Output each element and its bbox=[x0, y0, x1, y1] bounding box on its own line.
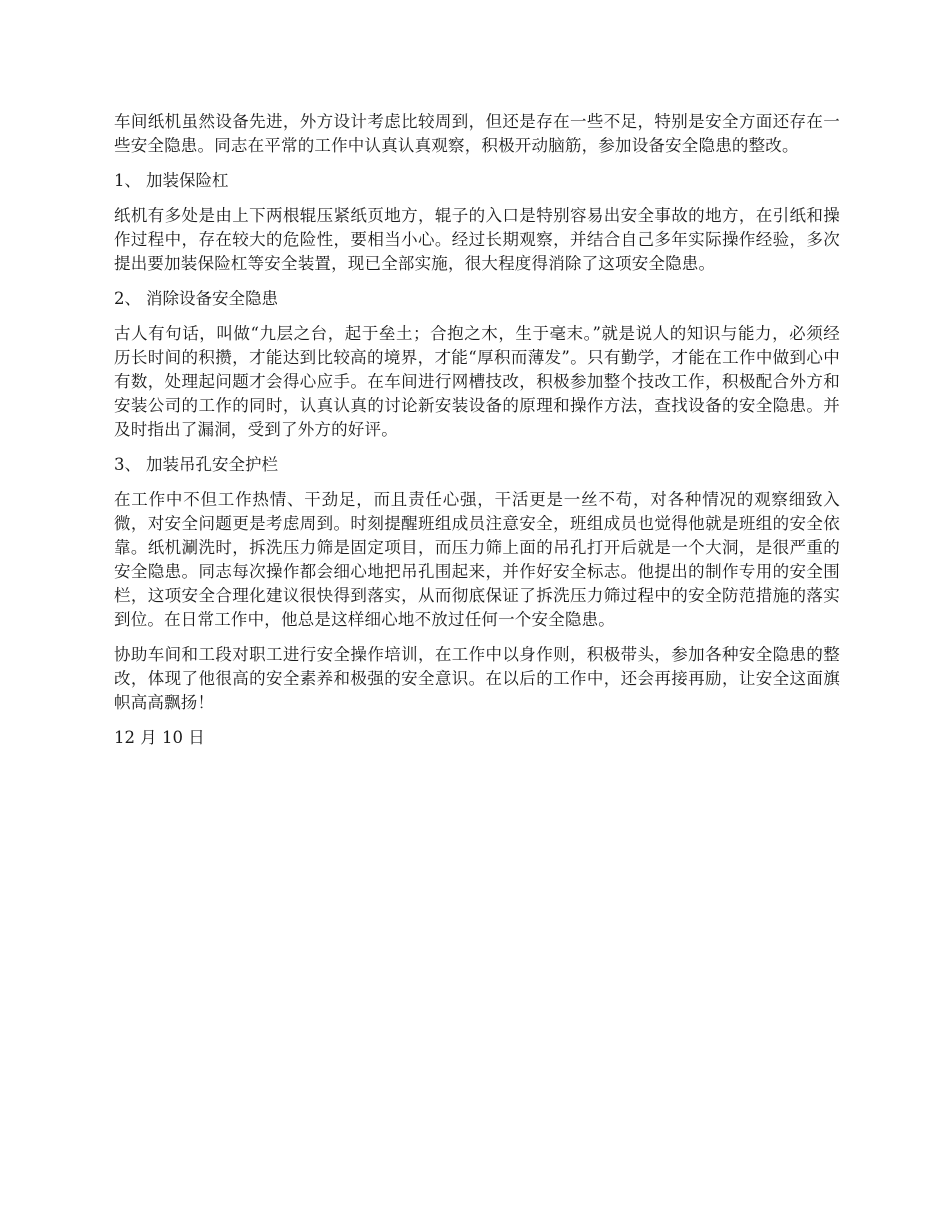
section-1-body: 纸机有多处是由上下两根辊压紧纸页地方，辊子的入口是特别容易出安全事故的地方，在引纸和操作过程中，存在较大的危险性，要相当小心。经过长期观察，并结合自己多年实际操作经验，多次提出要加装保险杠等安全装置，现已全部实施，很大程度得消除了这项安全隐患。 bbox=[114, 206, 840, 273]
section-2-number: 2、 bbox=[114, 289, 141, 308]
document-page bbox=[114, 110, 840, 750]
section-2-title: 消除设备安全隐患 bbox=[146, 289, 278, 308]
closing-paragraph: 协助车间和工段对职工进行安全操作培训，在工作中以身作则，积极带头，参加各种安全隐患的整改，体现了他很高的安全素养和极强的安全意识。在以后的工作中，还会再接再励，让安全这面旗帜高高飘扬！ bbox=[114, 645, 840, 712]
section-3-title: 加装吊孔安全护栏 bbox=[146, 455, 278, 474]
section-1-heading bbox=[114, 169, 840, 193]
section-2-heading bbox=[114, 287, 840, 311]
section-3-body: 在工作中不但工作热情、干劲足，而且责任心强，干活更是一丝不苟，对各种情况的观察细致入微，对安全问题更是考虑周到。时刻提醒班组成员注意安全，班组成员也觉得他就是班组的安全依靠。纸机涮洗时，拆洗压力筛是固定项目，而压力筛上面的吊孔打开后就是一个大洞，是很严重的安全隐患。同志每次操作都会细心地把吊孔围起来，并作好安全标志。他提出的制作专用的安全围栏，这项安全合理化建议很快得到落实，从而彻底保证了拆洗压力筛过程中的安全防范措施的落实到位。在日常工作中，他总是这样细心地不放过任何一个安全隐患。 bbox=[114, 490, 840, 629]
section-1-title: 加装保险杠 bbox=[146, 171, 229, 190]
intro-paragraph: 车间纸机虽然设备先进，外方设计考虑比较周到，但还是存在一些不足，特别是安全方面还存在一些安全隐患。同志在平常的工作中认真认真观察，积极开动脑筋，参加设备安全隐患的整改。 bbox=[114, 112, 840, 155]
section-2-body: 古人有句话，叫做“九层之台，起于垒土；合抱之木，生于毫末。”就是说人的知识与能力，必须经历长时间的积攒，才能达到比较高的境界，才能“厚积而薄发”。只有勤学，才能在工作中做到心中有数，处理起问题才会得心应手。在车间进行网槽技改，积极参加整个技改工作，积极配合外方和安装公司的工作的同时，认真认真的讨论新安装设备的原理和操作方法，查找设备的安全隐患。并及时指出了漏洞，受到了外方的好评。 bbox=[114, 324, 840, 439]
section-1-number: 1、 bbox=[114, 171, 141, 190]
section-3-heading bbox=[114, 453, 840, 477]
section-3-number: 3、 bbox=[114, 455, 141, 474]
document-date: 12 月 10 日 bbox=[114, 728, 205, 747]
